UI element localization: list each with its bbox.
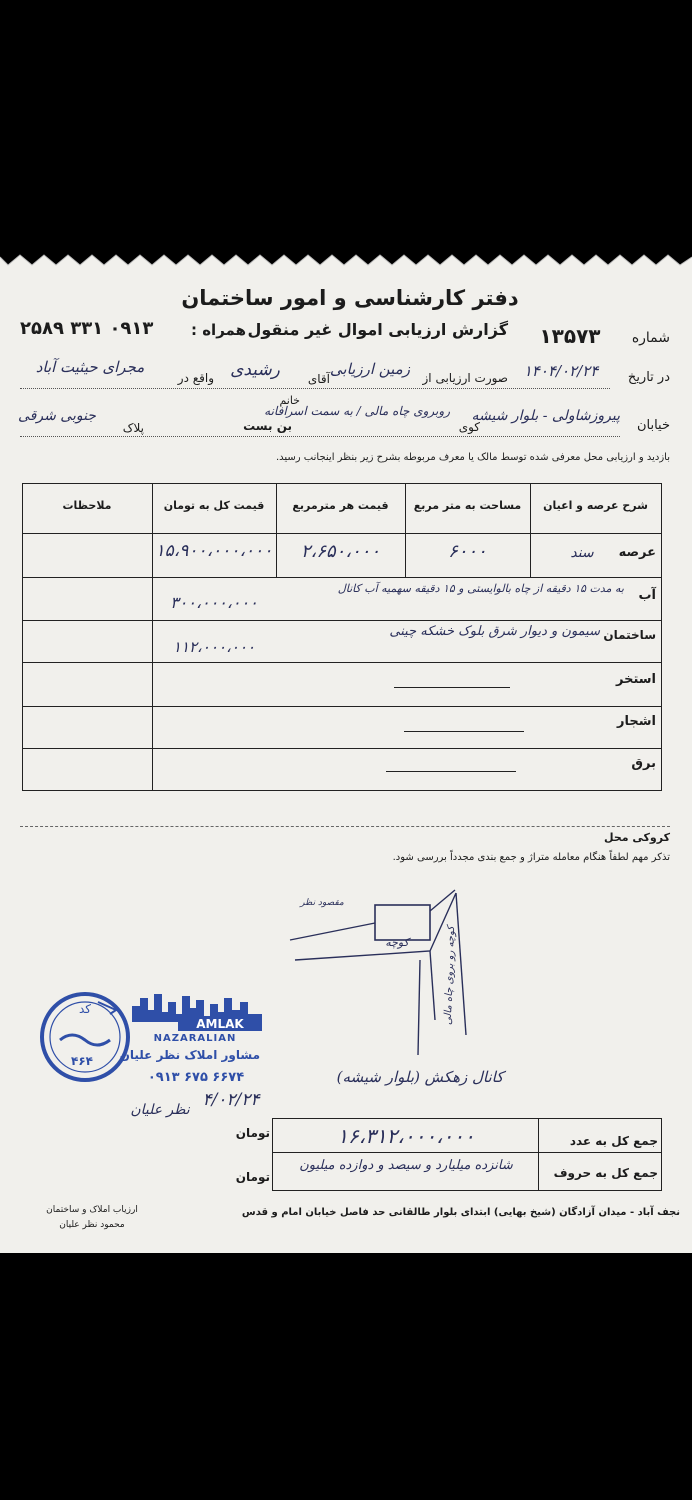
appraiser-title: ارزیاب املاک و ساختمان <box>46 1205 138 1215</box>
row-total-water: ۳۰۰،۰۰۰،۰۰۰ <box>170 593 258 612</box>
office-title: دفتر کارشناسی و امور ساختمان <box>181 286 519 310</box>
located-value: مجرای حیثیت آباد <box>35 358 145 376</box>
total-words-unit: تومان <box>235 1170 270 1184</box>
stamp-code-label: کد <box>78 1002 91 1016</box>
alley-label: کوی <box>458 420 480 434</box>
report-title: گزارش ارزیابی اموال غیر منقول <box>247 320 508 339</box>
date-value: ۱۴۰۴/۰۲/۲۴ <box>523 362 599 380</box>
row-label-trees: اشجار <box>617 714 656 729</box>
plaque-label: پلاک <box>122 421 144 435</box>
row-total-arsa: ۱۵،۹۰۰،۰۰۰،۰۰۰ <box>155 541 273 561</box>
row-unit-price-arsa: ۲،۶۵۰،۰۰۰ <box>300 541 381 562</box>
sketch-label-top: مقصود نظر <box>300 898 344 908</box>
row-label-electricity: برق <box>631 756 656 771</box>
stamp-phone: ۰۹۱۳ ۶۷۵ ۶۶۷۴ <box>147 1070 245 1085</box>
row-area-arsa: ۶۰۰۰ <box>448 541 487 562</box>
owner-value: رشیدی <box>230 360 280 380</box>
sketch-title: کروکی محل <box>604 831 670 844</box>
plaque-value: جنوبی شرقی <box>18 408 96 424</box>
sketch-reminder: تذکر مهم لطفاً هنگام معامله متراژ و جمع بندی مجدداً بررسی شود. <box>392 852 670 863</box>
appraisal-of-label: صورت ارزیابی از <box>422 371 508 385</box>
stamp-persian-name: مشاور املاک نظر علیان <box>119 1048 260 1062</box>
row-label-arsa: عرصه <box>618 545 656 560</box>
located-label: واقع در <box>177 371 214 385</box>
visit-note: بازدید و ارزیابی محل معرفی شده توسط مالک یا معرف مربوطه بشرح زیر بنظر اینجانب رسید. <box>275 452 670 463</box>
row-total-building: ۱۱۲،۰۰۰،۰۰۰ <box>172 638 256 656</box>
alley-value: روبروی چاه مالی / به سمت اسرافانه <box>264 404 450 418</box>
sketch-label-vertical: کوچه رو بروی چاه مالی <box>442 925 458 1026</box>
number-value: ۱۳۵۷۳ <box>539 324 601 348</box>
stamp-code-value: ۴۶۴ <box>71 1054 93 1068</box>
sketch-label-canal: کانال زهکش (بلوار شیشه) <box>336 1068 504 1086</box>
col-header-total: قیمت کل به تومان <box>163 499 265 512</box>
total-numeric-label: جمع کل به عدد <box>569 1134 658 1148</box>
col-header-area: مساحت به متر مربع <box>413 499 522 512</box>
total-numeric-unit: تومان <box>235 1126 270 1140</box>
mobile-label: همراه : <box>190 321 246 339</box>
mr-label: آقای <box>307 372 330 386</box>
stamp-latin-name: NAZARALIAN <box>153 1033 237 1044</box>
col-header-desc: شرح عرصه و اعیان <box>543 499 648 512</box>
street-value: پیروزشاولی - بلوار شیشه <box>471 408 620 424</box>
appraiser-name: محمود نظر علیان <box>59 1220 125 1230</box>
mobile-number: ۲۵۸۹ ۳۳۱ ۰۹۱۳ <box>20 318 154 339</box>
date-label: در تاریخ <box>627 370 670 385</box>
col-header-unit-price: قیمت هر مترمربع <box>292 499 389 512</box>
number-label: شماره <box>631 330 670 346</box>
row-desc-arsa: سند <box>570 545 594 561</box>
torn-edge <box>0 243 692 269</box>
deadend-label: بن بست <box>243 419 292 433</box>
ms-label: خانم <box>279 394 300 407</box>
total-numeric-value: ۱۶،۳۱۲،۰۰۰،۰۰۰ <box>337 1124 475 1148</box>
signature-name: نظر علیان <box>130 1102 190 1118</box>
row-desc-building: سیمون و دیوار شرق بلوک خشکه چینی <box>389 624 600 639</box>
row-label-water: آب <box>638 588 656 603</box>
total-words-label: جمع کل به حروف <box>553 1166 658 1180</box>
appraisal-of-value: زمین ارزیابی <box>329 360 410 378</box>
stamp-brand: AMLAK <box>178 1017 262 1031</box>
signature-date: ۴/۰۲/۲۴ <box>202 1090 260 1110</box>
row-label-pool: استخر <box>615 672 656 687</box>
row-label-building: ساختمان <box>603 628 656 642</box>
office-address: نجف آباد - میدان آزادگان (شیخ بهایی) ابتدای بلوار طالقانی حد فاصل خیابان امام و قدس <box>241 1207 680 1218</box>
sketch-label-alley: کوچه <box>385 936 409 949</box>
street-label: خیابان <box>636 418 670 433</box>
col-header-notes: ملاحظات <box>62 499 112 512</box>
total-words-value: شانزده میلیارد و سیصد و دوازده میلیون <box>299 1158 513 1173</box>
row-desc-water: به مدت ۱۵ دقیقه از چاه بالوایستی و ۱۵ دقیقه سهمیه آب کانال <box>337 582 624 595</box>
